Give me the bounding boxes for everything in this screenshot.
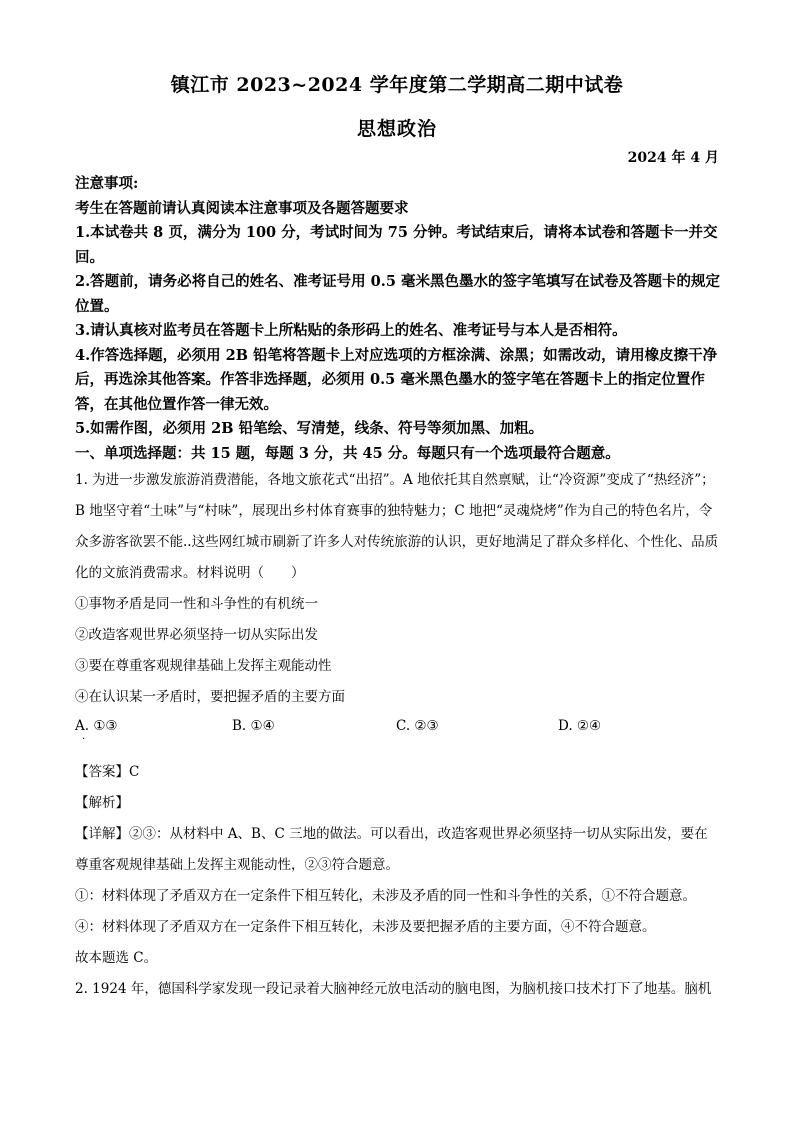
wrong-option-4: ④：材料体现了矛盾双方在一定条件下相互转化，未涉及要把握矛盾的主要方面，④不符合题意。: [75, 919, 656, 935]
statement: ②改造客观世界必须坚持一切从实际出发: [75, 627, 318, 643]
notice-item: 1.本试卷共 8 页，满分为 100 分，考试时间为 75 分钟。考试结束后，请将本试卷和答题卡一并交回。: [75, 224, 718, 266]
question-1: [75, 465, 720, 713]
section-heading: 一、单项选择题：共 15 题，每题 3 分，共 45 分。每题只有一个选项最符合题意。: [75, 444, 620, 462]
dot-mark: ·: [82, 734, 86, 745]
question-stem: 1. 为进一步激发旅游消费潜能，各地文旅花式“出招”。A 地依托其自然禀赋，让“冷资源”变成了“热经济”；B 地坚守着“土味”与“村味”，展现出乡村体育赛事的独特魅力；C 地把“灵魂烧烤”作为自己的特色名片，令众多游客欲罢不能..这些网红城市刷新了许多人对传统旅游的认识，更好地满足了群众多样化、个性化、品质化的文旅消费需求。材料说明（ ）: [75, 472, 719, 581]
option-b: B. ①④: [232, 718, 275, 734]
statement: ③要在尊重客观规律基础上发挥主观能动性: [75, 658, 332, 674]
statement: ④在认识某一矛盾时，要把握矛盾的主要方面: [75, 689, 345, 705]
exam-date: 2024 年 4 月: [627, 150, 719, 166]
options-row: [75, 718, 720, 742]
exam-subject: 思想政治: [356, 118, 437, 140]
notice-item: 3.请认真核对监考员在答题卡上所粘贴的条形码上的姓名、准考证号与本人是否相符。: [75, 322, 627, 339]
option-c: C. ②③: [396, 718, 439, 734]
question-2-stem: 2. 1924 年，德国科学家发现一段记录着大脑神经元放电活动的脑电图，为脑机接口技术打下了地基。脑机: [75, 981, 712, 997]
analysis-label: 【解析】: [75, 795, 129, 811]
detail-text: 【详解】②③：从材料中 A、B、C 三地的做法。可以看出，改造客观世界必须坚持一切从实际出发，要在尊重客观规律基础上发挥主观能动性，②③符合题意。: [75, 826, 708, 873]
notice-item: 4.作答选择题，必须用 2B 铅笔将答题卡上对应选项的方框涂满、涂黑；如需改动，请用橡皮擦干净后，再选涂其他答案。作答非选择题，必须用 0.5 毫米黑色墨水的签字笔在答题卡上的指定位置作答，在其他位置作答一律无效。: [75, 346, 718, 413]
notice-intro: 考生在答题前请认真阅读本注意事项及各题答题要求: [75, 199, 409, 217]
statement: ①事物矛盾是同一性和斗争性的有机统一: [75, 596, 318, 612]
answer-block: [75, 757, 720, 1005]
exam-title: 镇江市 2023~2024 学年度第二学期高二期中试卷: [170, 74, 624, 96]
notice-section: [75, 172, 720, 466]
option-d: D. ②④: [558, 718, 602, 734]
option-a: A. ①③: [75, 718, 118, 734]
notice-item: 5.如需作图，必须用 2B 铅笔绘、写清楚，线条、符号等须加黑、加粗。: [75, 420, 544, 437]
notice-heading: 注意事项:: [75, 175, 139, 192]
conclusion: 故本题选 C。: [75, 950, 158, 966]
notice-item: 2.答题前，请务必将自己的姓名、准考证号用 0.5 毫米黑色墨水的签字笔填写在试卷及答题卡的规定位置。: [75, 273, 720, 315]
wrong-option-1: ①：材料体现了矛盾双方在一定条件下相互转化，未涉及矛盾的同一性和斗争性的关系，①不符合题意。: [75, 888, 696, 904]
answer-label: 【答案】C: [75, 764, 140, 780]
